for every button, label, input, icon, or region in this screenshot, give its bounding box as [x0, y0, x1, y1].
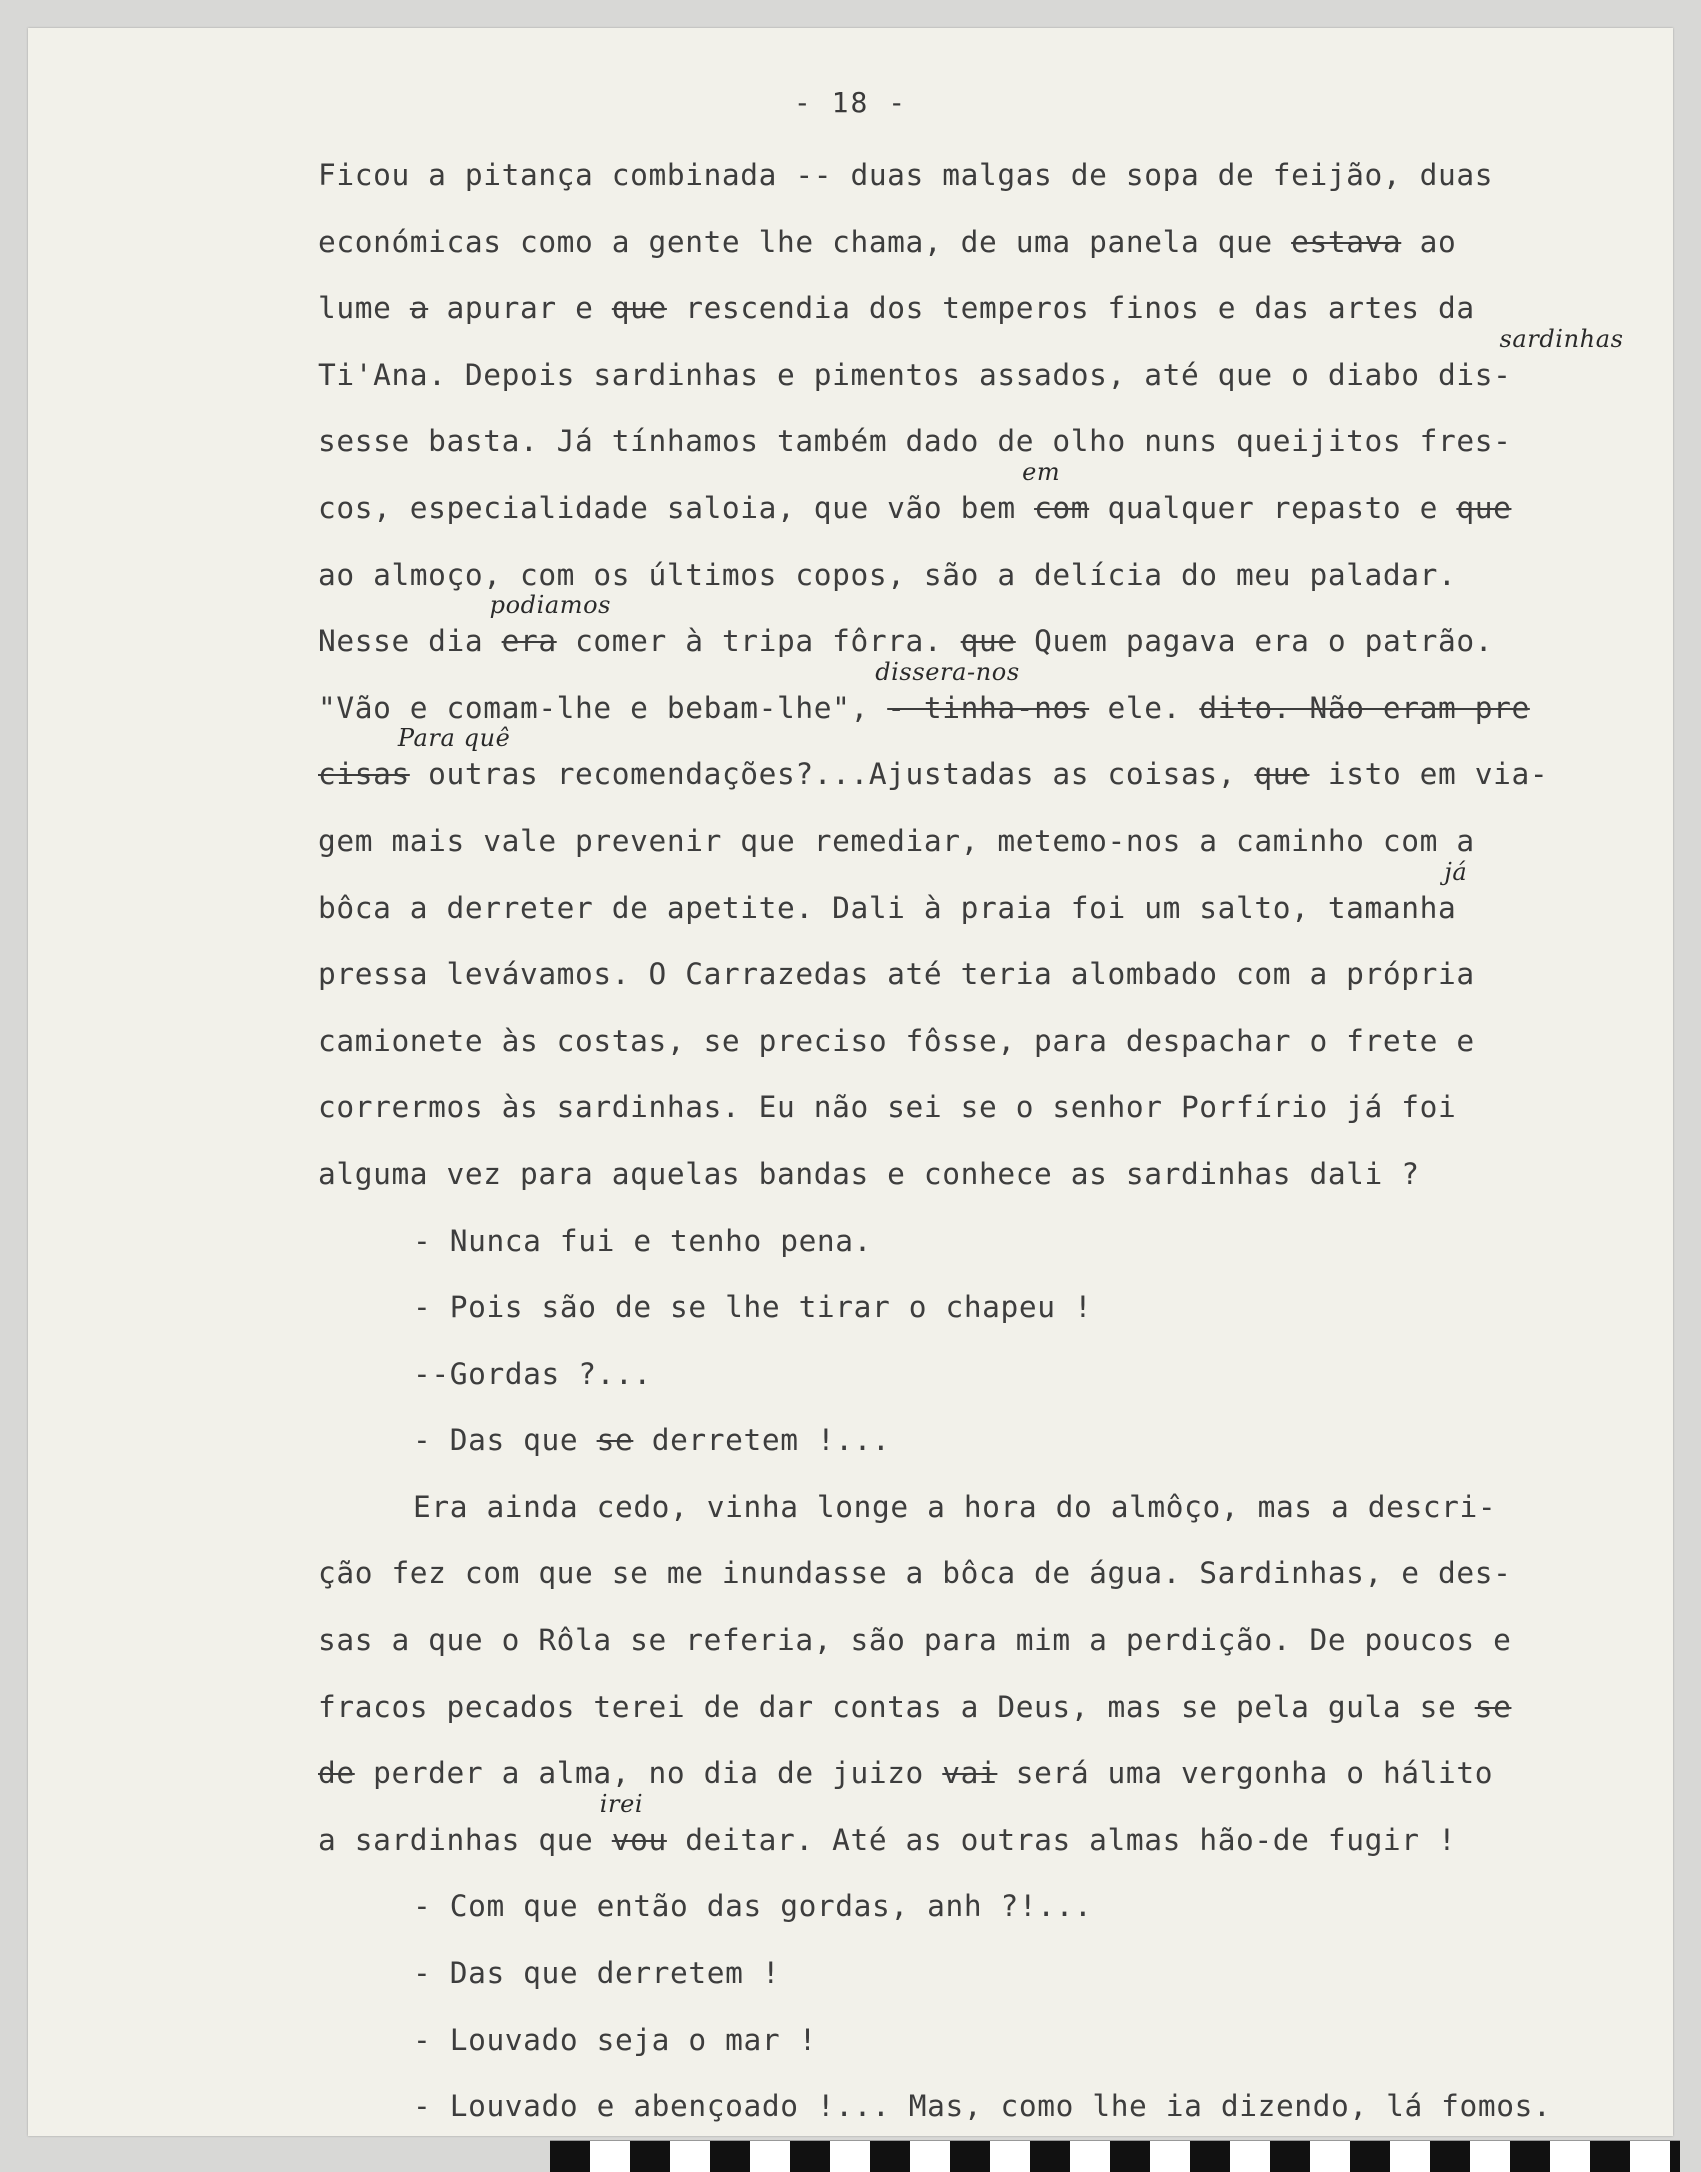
line-text: pressa levávamos. O Carrazedas até teria alombado com a própria [318, 957, 1475, 992]
text-line [318, 1341, 1678, 1408]
line-text: gem mais vale prevenir que remediar, metemo-nos a caminho com a [318, 823, 1475, 858]
line-text: corrermos às sardinhas. Eu não sei se o senhor Porfírio já foi [318, 1090, 1457, 1125]
text-line [318, 324, 1678, 409]
line-text: derretem !... [633, 1423, 891, 1458]
text-line [318, 1474, 1678, 1541]
annotation-text: sardinhas [1499, 324, 1624, 353]
line-text: - Louvado e abençoado !... Mas, como lhe ia dizendo, lá fomos. [413, 2089, 1552, 2124]
line-text: isto em via- [1309, 757, 1549, 792]
struck-word: cisas [318, 757, 410, 792]
typed-text-body [318, 142, 1678, 2140]
struck-word: que [1254, 757, 1310, 792]
line-text: perder a alma, no dia de juizo [354, 1756, 943, 1791]
line-text: económicas como a gente lhe chama, de uma panela que [318, 224, 1292, 259]
line-text: ao almoço, com os últimos copos, são a delícia do meu paladar. [318, 557, 1457, 592]
text-line [318, 808, 1678, 875]
line-text: bôca a derreter de apetite. Dali à praia foi um salto, tamanha [318, 890, 1457, 925]
text-line [318, 1540, 1678, 1607]
text-line [318, 209, 1678, 276]
text-line [318, 408, 1678, 475]
line-text: apurar e [428, 291, 612, 326]
line-text: ele. [1089, 690, 1200, 725]
annotation-text: em [1022, 457, 1061, 486]
line-text: Ti'Ana. Depois sardinhas e pimentos assados, até que o diabo dis- [318, 357, 1512, 392]
text-line [318, 1407, 1678, 1474]
struck-word: dito. Não eram pre [1199, 690, 1530, 725]
annotation-text: já [1444, 857, 1468, 886]
annotation-text: dissera-nos [875, 657, 1020, 686]
struck-word: que [960, 624, 1016, 659]
line-text: deitar. Até as outras almas hão-de fugir ! [666, 1822, 1457, 1857]
text-line [318, 1208, 1678, 1275]
struck-word: a [409, 291, 429, 326]
text-line [318, 1607, 1678, 1674]
struck-word: era [501, 624, 557, 659]
text-line [318, 457, 1678, 542]
struck-word: vou [611, 1822, 667, 1857]
line-text: outras recomendações?...Ajustadas as coisas, [409, 757, 1255, 792]
line-text: sas a que o Rôla se referia, são para mim a perdição. De poucos e [318, 1623, 1512, 1658]
line-text: cos, especialidade saloia, que vão bem [318, 490, 1035, 525]
text-line [318, 2073, 1678, 2140]
struck-word: - tinha-nos [887, 690, 1090, 725]
annotation-text: podiamos [489, 591, 612, 620]
struck-word: se [1474, 1689, 1512, 1724]
annotation-text: Para quê [397, 724, 511, 753]
struck-word: de [318, 1756, 355, 1791]
struck-word: estava [1291, 224, 1402, 259]
line-text: a sardinhas que [318, 1822, 612, 1857]
text-line [318, 275, 1678, 342]
struck-word: vai [942, 1756, 998, 1791]
line-text: qualquer repasto e [1089, 490, 1457, 525]
text-line [318, 1074, 1678, 1141]
line-text: fracos pecados terei de dar contas a Deus, mas se pela gula se [318, 1689, 1475, 1724]
line-text: ção fez com que se me inundasse a bôca de água. Sardinhas, e des- [318, 1556, 1512, 1591]
text-line [318, 1873, 1678, 1940]
struck-word: que [611, 291, 667, 326]
page-number: - 18 - [793, 86, 908, 119]
struck-word: se [596, 1423, 634, 1458]
text-line [318, 1789, 1678, 1874]
line-text: comer à tripa fôrra. [556, 624, 961, 659]
text-line [318, 657, 1678, 742]
line-text: - Pois são de se lhe tirar o chapeu ! [413, 1290, 1093, 1325]
struck-word: com [1034, 490, 1090, 525]
text-line [318, 1141, 1678, 1208]
text-line [318, 1274, 1678, 1341]
line-text: Era ainda cedo, vinha longe a hora do almôço, mas a descri- [413, 1489, 1497, 1524]
text-line [318, 142, 1678, 209]
text-line [318, 1740, 1678, 1807]
line-text: lume [318, 291, 410, 326]
line-text: - Das que [413, 1423, 597, 1458]
text-line [318, 724, 1678, 808]
text-line [318, 1674, 1678, 1741]
text-line [318, 857, 1678, 942]
line-text: Quem pagava era o patrão. [1015, 624, 1494, 659]
line-text: camionete às costas, se preciso fôsse, para despachar o frete e [318, 1023, 1475, 1058]
line-text: será uma vergonha o hálito [997, 1756, 1494, 1791]
struck-word: que [1456, 490, 1512, 525]
line-text: Ficou a pitança combinada -- duas malgas de sopa de feijão, duas [318, 158, 1494, 192]
text-line [318, 1940, 1678, 2007]
line-text: Nesse dia [318, 624, 502, 659]
line-text: "Vão e comam-lhe e bebam-lhe", [318, 690, 888, 725]
line-text: sesse basta. Já tínhamos também dado de olho nuns queijitos fres- [318, 424, 1512, 459]
line-text: - Das que derretem ! [413, 1956, 781, 1991]
text-line [318, 2007, 1678, 2074]
line-text: - Nunca fui e tenho pena. [413, 1223, 873, 1258]
color-calibration-strip [550, 2140, 1680, 2172]
line-text: - Com que então das gordas, anh ?!... [413, 1889, 1093, 1924]
document-page [28, 28, 1673, 2136]
line-text: alguma vez para aquelas bandas e conhece as sardinhas dali ? [318, 1156, 1420, 1191]
text-line [318, 941, 1678, 1008]
line-text: ao [1401, 224, 1457, 259]
line-text: rescendia dos temperos finos e das artes da [666, 291, 1475, 326]
annotation-text: irei [599, 1789, 644, 1818]
line-text: --Gordas ?... [413, 1356, 652, 1391]
text-line [318, 1008, 1678, 1075]
line-text: - Louvado seja o mar ! [413, 2022, 817, 2057]
